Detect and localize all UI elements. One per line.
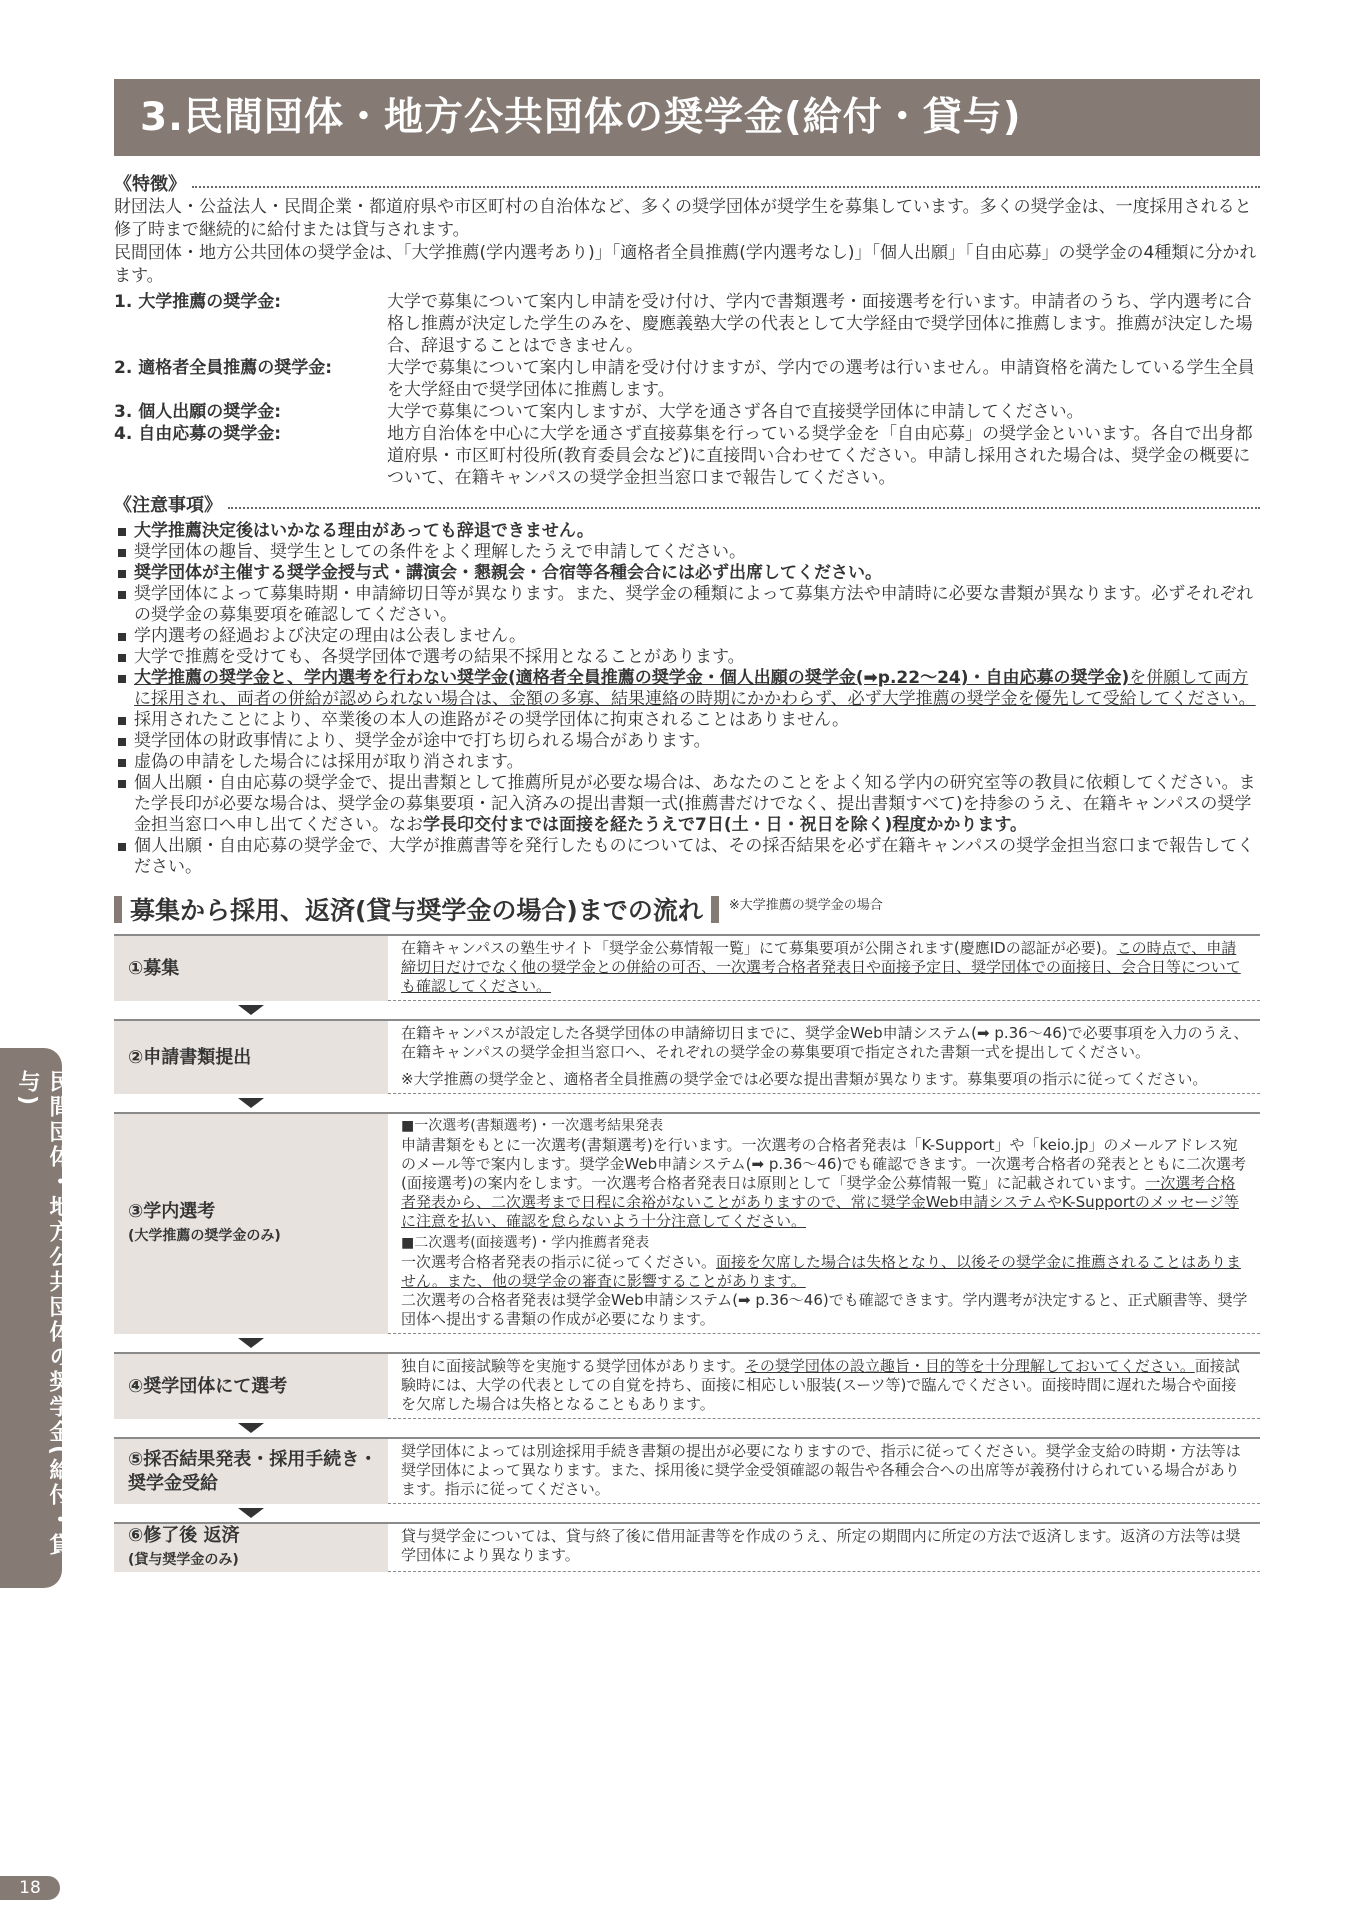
step-desc: 貸与奨学金については、貸与終了後に借用証書等を作成のうえ、所定の期間内に所定の方法で返済します。返済の方法等は奨学団体により異なります。 [388,1524,1260,1572]
down-arrow-icon [238,1508,264,1518]
down-arrow-icon [238,1005,264,1015]
step-desc: ■一次選考(書類選考)・一次選考結果発表 申請書類をもとに一次選考(書類選考)を行います。一次選考の合格者発表は「K-Support」や「keio.jp」のメールアドレス宛のメール等で案内します。奨学金Web申請システム(➡ p.36〜46)でも確認できます。一次選考合格者の発表とともに二次選考(面接選考)の案内をします。一次選考合格者発表日は原則として「奨学金公募情報一覧」に記載されています。一次選考合格者発表から、二次選考まで日程に余裕がないことがありますので、常に奨学金Web申請システムやK-Supportのメッセージ等に注意を払い、確認を怠らないよう十分注意してください。 ■二次選考(面接選考)・学内推薦者発表 一次選考合格者発表の指示に従ってください。面接を欠席した場合は失格となり、以後その奨学金に推薦されることはありません。また、他の奨学金の審査に影響することがあります。 二次選考の合格者発表は奨学金Web申請システム(➡ p.36〜46)でも確認できます。学内選考が決定すると、正式願書等、奨学団体へ提出する書類の作成が必要になります。 [388,1114,1260,1334]
down-arrow-icon [238,1098,264,1108]
flow-step [114,934,1260,1001]
caution-item: 奨学団体が主催する奨学金授与式・講演会・懇親会・合宿等各種会合には必ず出席してください。 [114,563,1260,584]
features-heading: 《特徴》 [114,170,1260,196]
caution-item: 奨学団体の趣旨、奨学生としての条件をよく理解したうえで申請してください。 [114,542,1260,563]
step-desc: 独自に面接試験等を実施する奨学団体があります。その奨学団体の設立趣旨・目的等を十分理解しておいてください。面接試験時には、大学の代表としての自覚を持ち、面接に相応しい服装(スーツ等)で臨んでください。面接時間に遅れた場合や面接を欠席した場合は失格となることもあります。 [388,1354,1260,1419]
flow-note: ※大学推薦の奨学金の場合 [728,897,883,913]
down-arrow-icon [238,1338,264,1348]
side-tab: 民間団体・地方公共団体の奨学金(給付・貸与) [0,1048,62,1588]
flow-step [114,1352,1260,1419]
caution-item: 個人出願・自由応募の奨学金で、提出書類として推薦所見が必要な場合は、あなたのことをよく知る学内の研究室等の教員に依頼してください。また学長印が必要な場合は、奨学金の募集要項・記入済みの提出書類一式(推薦書だけでなく、提出書類すべて)を持参のうえ、在籍キャンパスの奨学金担当窓口へ申し出てください。なお学長印交付までは面接を経たうえで7日(土・日・祝日を除く)程度かかります。 [114,773,1260,836]
caution-item: 虚偽の申請をした場合には採用が取り消されます。 [114,752,1260,773]
caution-item: 奨学団体の財政事情により、奨学金が途中で打ち切られる場合があります。 [114,731,1260,752]
caution-item: 大学で推薦を受けても、各奨学団体で選考の結果不採用となることがあります。 [114,647,1260,668]
step-label: ④奨学団体にて選考 [114,1354,388,1419]
type-row: 3. 個人出願の奨学金: 大学で募集について案内しますが、大学を通さず各自で直接奨学団体に申請してください。 [114,402,1084,422]
flow-step [114,1112,1260,1334]
page-title: 3.民間団体・地方公共団体の奨学金(給付・貸与) [114,79,1260,156]
page-number: 18 [0,1876,60,1900]
flow-title: 募集から採用、返済(貸与奨学金の場合)までの流れ [130,896,703,925]
step-label: ③学内選考 (大学推薦の奨学金のみ) [114,1114,388,1334]
step-label: ①募集 [114,936,388,1001]
down-arrow-icon [238,1423,264,1433]
caution-item: 個人出願・自由応募の奨学金で、大学が推薦書等を発行したものについては、その採否結果を必ず在籍キャンパスの奨学金担当窓口まで報告してください。 [114,836,1260,878]
step-label: ②申請書類提出 [114,1021,388,1094]
step-desc: 在籍キャンパスの塾生サイト「奨学金公募情報一覧」にて募集要項が公開されます(慶應IDの認証が必要)。この時点で、申請締切日だけでなく他の奨学金との併給の可否、一次選考合格者発表日や面接予定日、奨学団体での面接日、会合日等についても確認してください。 [388,936,1260,1001]
caution-item: 大学推薦の奨学金と、学内選考を行わない奨学金(適格者全員推薦の奨学金・個人出願の奨学金(➡p.22〜24)・自由応募の奨学金)を併願して両方に採用され、両者の併給が認められない場合は、金額の多寡、結果連絡の時期にかかわらず、必ず大学推薦の奨学金を優先して受給してください。 [114,668,1260,710]
cautions-list [114,521,1260,878]
step-label: ⑥修了後 返済 (貸与奨学金のみ) [114,1524,388,1572]
step-desc: 奨学団体によっては別途採用手続き書類の提出が必要になりますので、指示に従ってください。奨学金支給の時期・方法等は奨学団体によって異なります。また、採用後に奨学金受領確認の報告や各種会合への出席等が義務付けられている場合があります。指示に従ってください。 [388,1439,1260,1504]
type-row: 2. 適格者全員推薦の奨学金: 大学で募集について案内し申請を受け付けますが、学内での選考は行いません。申請資格を満たしている学生全員を大学経由で奨学団体に推薦します。 [114,358,1255,400]
features-paragraph: 民間団体・地方公共団体の奨学金は、「大学推薦(学内選考あり)」「適格者全員推薦(学内選考なし)」「個人出願」「自由応募」の奨学金の4種類に分かれます。 [114,243,1257,286]
features-paragraph: 財団法人・公益法人・民間企業・都道府県や市区町村の自治体など、多くの奨学団体が奨学生を募集しています。多くの奨学金は、一度採用されると修了時まで継続的に給付または貸与されます。 [114,197,1252,240]
flow-step [114,1019,1260,1094]
main-content [114,170,1260,1572]
step-desc: 在籍キャンパスが設定した各奨学団体の申請締切日までに、奨学金Web申請システム(➡ p.36〜46)で必要事項を入力のうえ、在籍キャンパスの奨学金担当窓口へ、それぞれの奨学金の募集要項で指定された書類一式を提出してください。 ※大学推薦の奨学金と、適格者全員推薦の奨学金では必要な提出書類が異なります。募集要項の指示に従ってください。 [388,1021,1260,1094]
caution-item: 採用されたことにより、卒業後の本人の進路がその奨学団体に拘束されることはありません。 [114,710,1260,731]
flow-step [114,1437,1260,1504]
flow-step [114,1522,1260,1572]
scholarship-types [114,291,1260,489]
type-row: 4. 自由応募の奨学金: 地方自治体を中心に大学を通さず直接募集を行っている奨学金を「自由応募」の奨学金といいます。各自で出身都道府県・市区町村役所(教育委員会など)に直接問い合わせてください。申請し採用された場合は、奨学金の概要について、在籍キャンパスの奨学金担当窓口まで報告してください。 [114,424,1253,488]
flow-heading [114,892,1260,926]
type-row: 1. 大学推薦の奨学金: 大学で募集について案内し申請を受け付け、学内で書類選考・面接選考を行います。申請者のうち、学内選考に合格し推薦が決定した学生のみを、慶應義塾大学の代表として大学経由で奨学団体に推薦します。推薦が決定した場合、辞退することはできません。 [114,292,1253,356]
step-label: ⑤採否結果発表・採用手続き・奨学金受給 [114,1439,388,1504]
cautions-heading: 《注意事項》 [114,491,1260,517]
caution-item: 奨学団体によって募集時期・申請締切日等が異なります。また、奨学金の種類によって募集方法や申請時に必要な書類が異なります。必ずそれぞれの奨学金の募集要項を確認してください。 [114,584,1260,626]
flow-steps [114,934,1260,1572]
caution-item: 大学推薦決定後はいかなる理由があっても辞退できません。 [114,521,1260,542]
caution-item: 学内選考の経過および決定の理由は公表しません。 [114,626,1260,647]
